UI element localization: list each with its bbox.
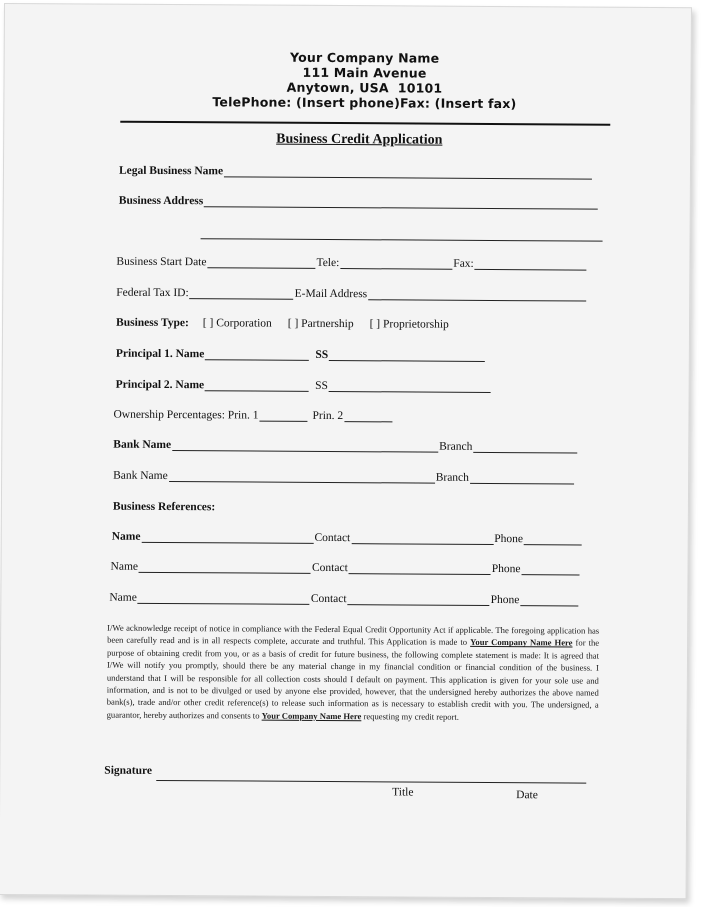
partnership-checkbox[interactable]: [ ] Partnership <box>287 317 354 331</box>
bank1-row <box>113 439 578 454</box>
tele-label: Tele: <box>316 256 340 270</box>
reference1-row <box>112 531 583 546</box>
corporation-checkbox[interactable]: [ ] Corporation <box>202 317 272 330</box>
signature-label: Signature <box>104 764 153 777</box>
legal-text-part2: for the purpose of obtaining credit from you, or as a basis of credit for future business, the following complete statement is made: It is agreed that I/We will notify you promptly, should there be any material change in my financial condition or financial condition of the business. I understand that I will be responsible for all collection costs should I default on payment. This application is given for your sole use and information, and is not to be divulged or used by anyone else provided, however, that the undersigned hereby authorizes the above named bank(s), trade and/or other credit reference(s) to release such information as is necessary to establish credit with you. The undersigned, a guarantor, hereby authorizes and consents to <box>106 637 600 721</box>
header-divider <box>120 121 610 126</box>
tax-id-row <box>116 287 587 302</box>
business-references-heading: Business References: <box>112 500 216 514</box>
reference2-phone-label: Phone <box>491 562 521 576</box>
company-city: Anytown, USA 10101 <box>286 79 443 96</box>
reference3-row <box>109 592 579 607</box>
ownership-prin1-label: Ownership Percentages: Prin. 1 <box>113 408 259 422</box>
bank1-name-field[interactable] <box>172 439 438 453</box>
principal2-ss-field[interactable] <box>329 380 491 393</box>
legal-company-ref1: Your Company Name Here <box>470 637 573 648</box>
company-name: Your Company Name <box>289 49 440 66</box>
business-address-line2-row <box>200 227 604 241</box>
bank1-branch-label: Branch <box>439 440 473 453</box>
business-address-field[interactable] <box>204 195 598 209</box>
reference2-row <box>111 561 581 576</box>
bank2-branch-field[interactable] <box>470 472 574 485</box>
reference2-phone-field[interactable] <box>522 563 580 575</box>
bank1-name-label: Bank Name <box>113 438 172 452</box>
business-start-date-label: Business Start Date <box>116 255 207 269</box>
start-date-row <box>116 256 587 271</box>
reference1-name-field[interactable] <box>141 531 313 544</box>
principal1-row <box>116 348 486 362</box>
credit-application-page <box>0 3 692 899</box>
business-type-row <box>116 317 465 331</box>
reference2-name-label: Name <box>110 560 139 573</box>
email-address-label: E-Mail Address <box>294 287 368 301</box>
reference3-name-field[interactable] <box>138 592 310 605</box>
business-address-line2-field[interactable] <box>201 227 603 241</box>
reference2-contact-field[interactable] <box>349 562 491 575</box>
business-references-row <box>113 501 215 514</box>
reference1-name-label: Name <box>111 530 141 543</box>
legal-business-name-row <box>119 165 593 180</box>
date-label: Date <box>516 789 538 802</box>
reference3-contact-field[interactable] <box>348 593 490 606</box>
federal-tax-id-label: Federal Tax ID: <box>116 286 189 300</box>
ownership-prin2-label: Prin. 2 <box>312 409 344 423</box>
ownership-row <box>113 409 393 423</box>
company-header <box>4 48 707 112</box>
reference2-name-field[interactable] <box>139 561 311 574</box>
legal-company-ref2: Your Company Name Here <box>261 710 362 722</box>
reference2-contact-label: Contact <box>311 561 348 575</box>
proprietorship-checkbox[interactable]: [ ] Proprietorship <box>369 318 449 331</box>
principal1-ss-field[interactable] <box>329 349 485 362</box>
reference1-contact-label: Contact <box>314 531 351 545</box>
business-address-row <box>119 195 600 210</box>
principal2-ss-label: SS <box>315 379 328 392</box>
principal1-ss-label: SS <box>315 348 329 361</box>
fax-field[interactable] <box>475 258 587 271</box>
legal-text-part3: requesting my credit report. <box>363 711 460 722</box>
principal1-name-label: Principal 1. Name <box>115 347 205 361</box>
principal2-name-label: Principal 2. Name <box>115 378 205 392</box>
reference1-phone-field[interactable] <box>524 533 582 545</box>
legal-text-part1: I/We acknowledge receipt of notice in compliance with the Federal Equal Credit Opportunity Act if applicable. The foregoing application has been carefully read and is in all respects complete, accurate and truthful. This Application is made to <box>107 622 600 648</box>
principal2-row <box>116 379 492 393</box>
tele-field[interactable] <box>340 257 452 270</box>
reference1-contact-field[interactable] <box>351 532 493 545</box>
legal-business-name-field[interactable] <box>224 165 592 179</box>
federal-tax-id-field[interactable] <box>190 287 294 300</box>
business-type-label: Business Type: <box>116 316 189 330</box>
bank1-branch-field[interactable] <box>473 441 577 454</box>
email-address-field[interactable] <box>368 288 586 301</box>
business-address-label: Business Address <box>118 194 204 208</box>
form-title: Business Credit Application <box>276 131 443 148</box>
reference3-phone-label: Phone <box>490 593 520 607</box>
bank2-row <box>113 470 575 485</box>
principal2-name-field[interactable] <box>205 379 309 392</box>
company-contact: TelePhone: (Insert phone)Fax: (Insert fax) <box>212 94 517 112</box>
signature-field[interactable] <box>156 780 586 784</box>
bank2-branch-label: Branch <box>435 471 469 484</box>
ownership-prin1-field[interactable] <box>259 410 307 422</box>
reference3-name-label: Name <box>109 591 137 604</box>
business-start-date-field[interactable] <box>207 256 315 269</box>
ownership-prin2-field[interactable] <box>344 410 392 422</box>
principal1-name-field[interactable] <box>205 348 309 361</box>
reference3-phone-field[interactable] <box>520 594 578 606</box>
fax-label: Fax: <box>453 257 474 270</box>
company-address: 111 Main Avenue <box>302 64 427 81</box>
reference3-contact-label: Contact <box>310 592 347 606</box>
bank2-name-field[interactable] <box>169 470 435 484</box>
legal-business-name-label: Legal Business Name <box>118 164 224 178</box>
title-label: Title <box>392 786 414 799</box>
bank2-name-label: Bank Name <box>113 469 168 483</box>
legal-disclosure <box>107 622 600 724</box>
reference1-phone-label: Phone <box>494 533 524 546</box>
